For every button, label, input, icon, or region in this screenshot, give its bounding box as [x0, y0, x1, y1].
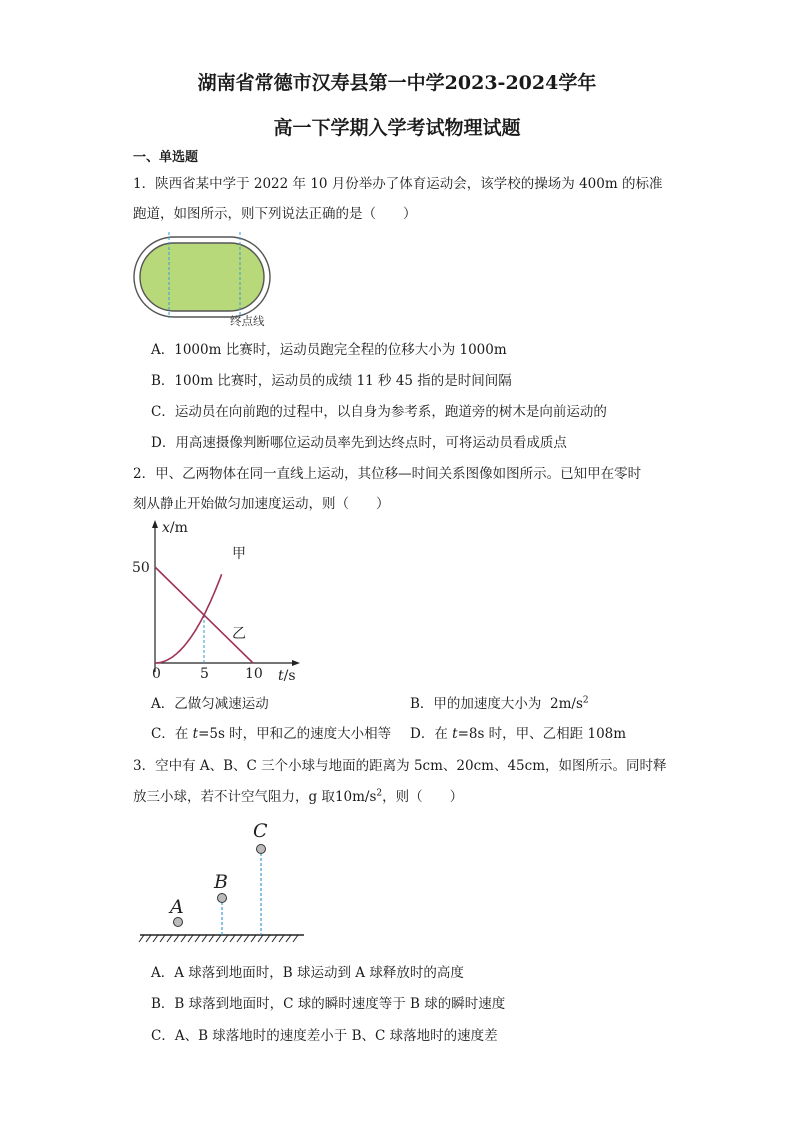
ground-hatch-mark — [230, 935, 235, 942]
section-heading: 一、单选题 — [133, 150, 199, 165]
y-axis-label: x/m — [162, 520, 188, 536]
ground-hatching — [139, 935, 298, 942]
ground-hatch-mark — [286, 935, 291, 942]
q3-option-c: C．A、B 球落地时的速度差小于 B、C 球落地时的速度差 — [151, 1028, 498, 1044]
x-axis-arrow — [292, 660, 300, 666]
x-axis-label: t/s — [278, 668, 296, 684]
ground-hatch-mark — [174, 935, 179, 942]
ground-hatch-mark — [160, 935, 165, 942]
x-tick-10: 10 — [245, 666, 263, 682]
paper-title-line1: 湖南省常德市汉寿县第一中学2023-2024学年 — [197, 72, 597, 94]
q1-option-c: C．运动员在向前跑的过程中，以自身为参考系，跑道旁的树木是向前运动的 — [151, 404, 607, 420]
series-yi-label: 乙 — [232, 626, 246, 642]
q2-option-b-value: 2m/s — [550, 696, 583, 712]
q3-option-b: B．B 球落到地面时，C 球的瞬时速度等于 B 球的瞬时速度 — [151, 996, 506, 1012]
q2-stem-line2: 刻从静止开始做匀加速度运动，则（ ） — [133, 496, 390, 512]
q1-option-d: D．用高速摄像判断哪位运动员率先到达终点时，可将运动员看成质点 — [151, 435, 567, 451]
ball-b-label: B — [214, 871, 228, 893]
series-jia-line — [155, 574, 222, 663]
ground-hatch-mark — [139, 935, 144, 942]
q2-option-a: A．乙做匀减速运动 — [151, 696, 269, 712]
ball-b — [218, 894, 227, 903]
ground-hatch-mark — [244, 935, 249, 942]
ground-hatch-mark — [188, 935, 193, 942]
ground-hatch-mark — [258, 935, 263, 942]
q3-g-value: 10m/s — [334, 789, 377, 805]
ground-hatch-mark — [153, 935, 158, 942]
track-field — [140, 243, 264, 311]
x-tick-0: 0 — [152, 666, 161, 682]
paper-title-line2: 高一下学期入学考试物理试题 — [273, 117, 521, 139]
ground-hatch-mark — [272, 935, 277, 942]
ground-hatch-mark — [167, 935, 172, 942]
series-jia-label: 甲 — [232, 546, 246, 562]
finish-line-label: 终点线 — [230, 314, 265, 328]
ground-hatch-mark — [251, 935, 256, 942]
q2-option-b: B．甲的加速度大小为 $2m/s^2$ — [410, 695, 589, 712]
q1-option-a: A．1000m 比赛时，运动员跑完全程的位移大小为 1000m — [151, 342, 507, 358]
ground-hatch-mark — [209, 935, 214, 942]
q1-stem-line2: 跑道，如图所示，则下列说法正确的是（ ） — [133, 206, 417, 222]
ground-hatch-mark — [146, 935, 151, 942]
ground-hatch-mark — [237, 935, 242, 942]
q2-stem-line1: 2．甲、乙两物体在同一直线上运动，其位移—时间关系图像如图所示。已知甲在零时 — [133, 466, 642, 482]
y-tick-50: 50 — [132, 560, 150, 576]
ground-hatch-mark — [181, 935, 186, 942]
ball-c — [257, 845, 266, 854]
xt-graph — [128, 512, 308, 687]
track-figure — [128, 230, 278, 330]
q3-option-a: A．A 球落到地面时，B 球运动到 A 球释放时的高度 — [151, 965, 464, 981]
ground-hatch-mark — [195, 935, 200, 942]
ball-a-label: A — [170, 896, 184, 918]
x-tick-5: 5 — [200, 666, 209, 682]
ground-hatch-mark — [216, 935, 221, 942]
balls-figure — [136, 815, 311, 945]
q2-option-c: C．在 t=5s 时，甲和乙的速度大小相等 — [151, 726, 392, 742]
q3-stem-line1: 3．空中有 A、B、C 三个小球与地面的距离为 5cm、20cm、45cm，如图所示。同时释 — [133, 758, 667, 774]
ground-hatch-mark — [223, 935, 228, 942]
ground-hatch-mark — [293, 935, 298, 942]
y-axis-arrow — [152, 520, 158, 528]
q1-option-b: B．100m 比赛时，运动员的成绩 11 秒 45 指的是时间间隔 — [151, 373, 512, 389]
q2-option-d: D．在 t=8s 时，甲、乙相距 108m — [410, 726, 627, 742]
q3-stem-line2: 放三小球，若不计空气阻力，g 取$10m/s^2$，则（ ） — [133, 788, 464, 805]
ground-hatch-mark — [265, 935, 270, 942]
ground-hatch-mark — [279, 935, 284, 942]
ground-hatch-mark — [202, 935, 207, 942]
series-yi-line — [155, 567, 253, 663]
ball-a — [174, 918, 183, 927]
q1-stem-line1: 1．陕西省某中学于 2022 年 10 月份举办了体育运动会，该学校的操场为 400m 的标准 — [133, 176, 663, 192]
ball-c-label: C — [253, 820, 268, 842]
